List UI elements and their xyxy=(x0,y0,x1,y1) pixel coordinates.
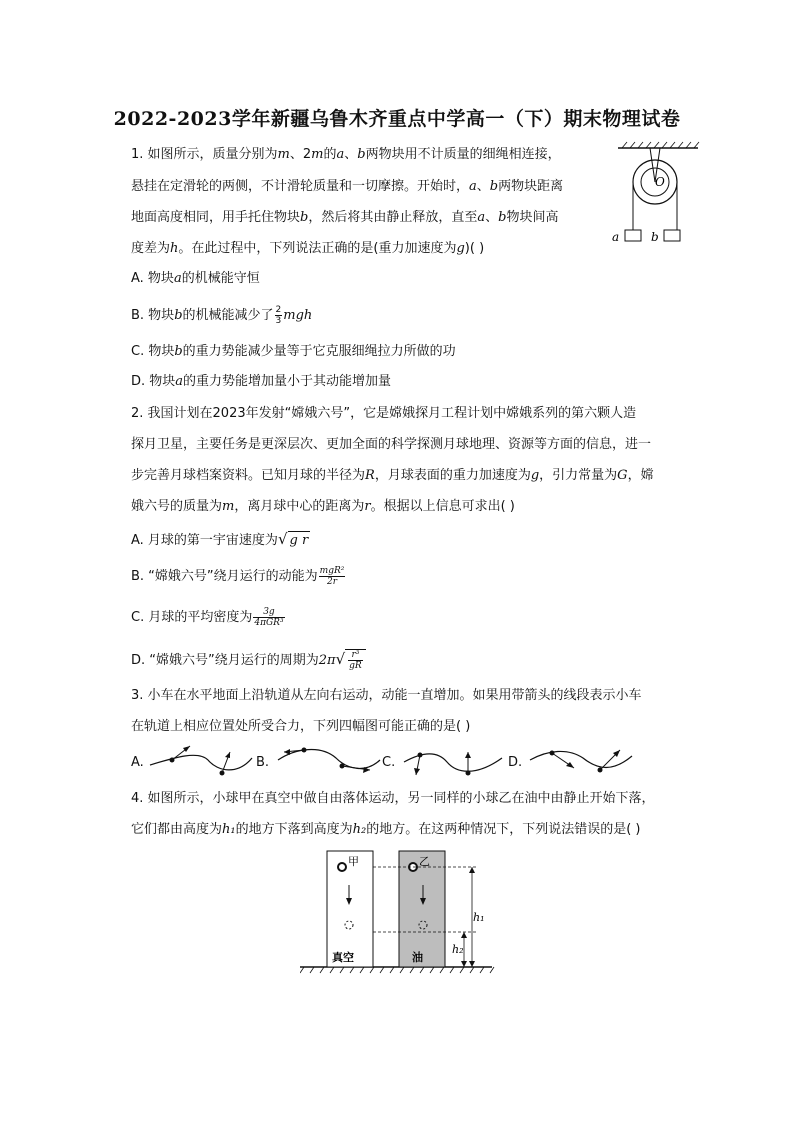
text: 、 xyxy=(476,179,490,194)
fraction xyxy=(319,566,346,587)
fraction xyxy=(348,650,363,671)
fall-figure xyxy=(300,845,500,975)
page-title: 2022-2023学年新疆乌鲁木齐重点中学高一（下）期末物理试卷 xyxy=(113,108,681,130)
q3-line-1: 3. 小车在水平地面上沿轨道从左向右运动，动能一直增加。如果用带箭头的线段表示小车 xyxy=(131,688,642,703)
text: 1. 如图所示，质量分别为 xyxy=(131,147,278,162)
var: r xyxy=(364,499,371,514)
text: 的机械能守恒 xyxy=(181,271,260,286)
q3-option-c-label: C. xyxy=(382,755,396,770)
q2-line-4 xyxy=(131,498,515,516)
var: b xyxy=(489,179,499,194)
text: 两物块距离 xyxy=(498,179,564,194)
q2-option-b xyxy=(131,566,346,587)
q3-figure-c xyxy=(402,740,512,780)
text: 的机械能减少了 xyxy=(182,308,274,323)
var: a xyxy=(173,271,182,286)
var: g xyxy=(530,468,540,483)
var: b xyxy=(357,147,366,162)
text: 步完善月球档案资料。已知月球的半径为 xyxy=(131,468,366,483)
ceiling-hatching xyxy=(622,142,699,148)
text: 、 xyxy=(485,210,499,225)
text: ，然后将其由静止释放，直至 xyxy=(308,210,478,225)
var: a xyxy=(469,179,477,194)
q2-option-d xyxy=(131,649,366,671)
numerator: 2 xyxy=(275,305,282,315)
var: b xyxy=(498,210,507,225)
text: 度差为 xyxy=(131,241,171,256)
pulley-figure xyxy=(608,140,708,252)
vacuum-tube xyxy=(327,851,373,967)
label-vacuum: 真空 xyxy=(332,951,354,964)
coefficient: 2π xyxy=(318,653,336,668)
var: a xyxy=(336,147,345,162)
q4-line-2 xyxy=(131,821,641,839)
label-yi: 乙 xyxy=(419,855,430,868)
q1-option-a xyxy=(131,270,260,288)
q4-line-1: 4. 如图所示，小球甲在真空中做自由落体运动，另一同样的小球乙在油中由静止开始下落， xyxy=(131,791,655,806)
text: 它们都由高度为 xyxy=(131,822,223,837)
var: b xyxy=(174,344,183,359)
var: a xyxy=(175,374,184,389)
q1-line-3 xyxy=(131,209,558,227)
var: R xyxy=(365,468,375,483)
q3-figure-b xyxy=(276,740,386,780)
q1-option-b xyxy=(131,305,312,326)
text: 悬挂在定滑轮的两侧，不计滑轮质量和一切摩擦。开始时， xyxy=(131,179,470,194)
denominator: 4πGR³ xyxy=(254,618,284,628)
radicand xyxy=(345,649,366,671)
text: 的 xyxy=(323,147,337,162)
numerator: r³ xyxy=(348,650,363,661)
label-h1: h₁ xyxy=(473,911,485,924)
numerator: 3g xyxy=(253,607,284,618)
text: C. 月球的平均密度为 xyxy=(131,610,253,625)
var: mgh xyxy=(283,308,313,323)
var: m xyxy=(277,147,290,162)
denominator: 2r xyxy=(326,577,338,587)
text: A. 物块 xyxy=(131,271,174,286)
text: ，嫦 xyxy=(627,468,654,483)
q2-line-2: 探月卫星，主要任务是更深层次、更加全面的科学探测月球地理、资源等方面的信息，进一 xyxy=(131,437,652,452)
q1-line-1 xyxy=(131,146,561,164)
q3-figure-a xyxy=(148,740,258,780)
q1-line-2 xyxy=(131,178,563,196)
var: g xyxy=(456,241,465,256)
var: m xyxy=(222,499,235,514)
label-h2: h₂ xyxy=(452,943,464,956)
var: h xyxy=(170,241,179,256)
text: D. 物块 xyxy=(131,374,176,389)
text: ，离月球中心的距离为 xyxy=(234,499,365,514)
text: C. 物块 xyxy=(131,344,175,359)
text: 。根据以上信息可求出( ) xyxy=(370,499,515,514)
var: m xyxy=(311,147,324,162)
label-oil: 油 xyxy=(412,951,423,964)
fraction xyxy=(253,607,284,628)
var: b xyxy=(174,308,183,323)
var: h₂ xyxy=(352,822,367,837)
q2-line-1: 2. 我国计划在2023年发射“嫦娥六号”，它是嫦娥探月工程计划中嫦娥系列的第六颗人造 xyxy=(131,406,637,421)
q3-figure-d xyxy=(528,740,638,780)
oil-tube xyxy=(399,851,445,967)
text: ，引力常量为 xyxy=(539,468,618,483)
numerator: mgR² xyxy=(319,566,345,576)
text: )( ) xyxy=(464,241,485,256)
label-o: O xyxy=(655,175,665,189)
text: 、2 xyxy=(289,147,312,162)
ball-jia xyxy=(338,863,346,871)
sqrt-icon: √ xyxy=(277,530,288,548)
ground-hatching xyxy=(300,967,494,973)
text: B. “嫦娥六号”绕月运行的动能为 xyxy=(131,569,318,584)
text: 娥六号的质量为 xyxy=(131,499,223,514)
sqrt-icon: √ xyxy=(335,650,346,668)
denominator: 3 xyxy=(275,316,282,326)
text: 的重力势能增加量小于其动能增加量 xyxy=(183,374,392,389)
var: h₁ xyxy=(222,822,236,837)
radicand: g r xyxy=(289,533,309,548)
text: 物块间高 xyxy=(506,210,559,225)
q2-line-3 xyxy=(131,467,654,485)
text: 两物块用不计质量的细绳相连接， xyxy=(365,147,561,162)
text: 地面高度相同，用手托住物块 xyxy=(131,210,301,225)
label-jia: 甲 xyxy=(348,855,359,868)
q1-option-d xyxy=(131,373,391,391)
denominator: gR xyxy=(349,661,362,671)
text: D. “嫦娥六号”绕月运行的周期为 xyxy=(131,653,319,668)
q3-option-b-label: B. xyxy=(256,755,270,770)
text: 的重力势能减少量等于它克服细绳拉力所做的功 xyxy=(182,344,456,359)
block-a xyxy=(625,230,641,241)
q3-option-a-label: A. xyxy=(131,755,144,770)
var: a xyxy=(477,210,486,225)
text: 。在此过程中，下列说法正确的是(重力加速度为 xyxy=(178,241,457,256)
fraction xyxy=(275,305,283,326)
text: 的地方。在这两种情况下，下列说法错误的是( ) xyxy=(366,822,641,837)
text: 、 xyxy=(344,147,358,162)
q2-option-c xyxy=(131,607,286,628)
q3-line-2: 在轨道上相应位置处所受合力，下列四幅图可能正确的是( ) xyxy=(131,719,471,734)
text: 的地方下落到高度为 xyxy=(235,822,353,837)
label-a: a xyxy=(612,230,620,244)
q2-option-a xyxy=(131,530,310,550)
q1-option-c xyxy=(131,343,456,361)
q1-line-4 xyxy=(131,240,484,258)
q3-option-d-label: D. xyxy=(508,755,523,770)
text: B. 物块 xyxy=(131,308,175,323)
text: ，月球表面的重力加速度为 xyxy=(374,468,531,483)
var: G xyxy=(617,468,628,483)
text: A. 月球的第一宇宙速度为 xyxy=(131,533,278,548)
label-b: b xyxy=(651,230,659,244)
block-b xyxy=(664,230,680,241)
var: b xyxy=(300,210,309,225)
